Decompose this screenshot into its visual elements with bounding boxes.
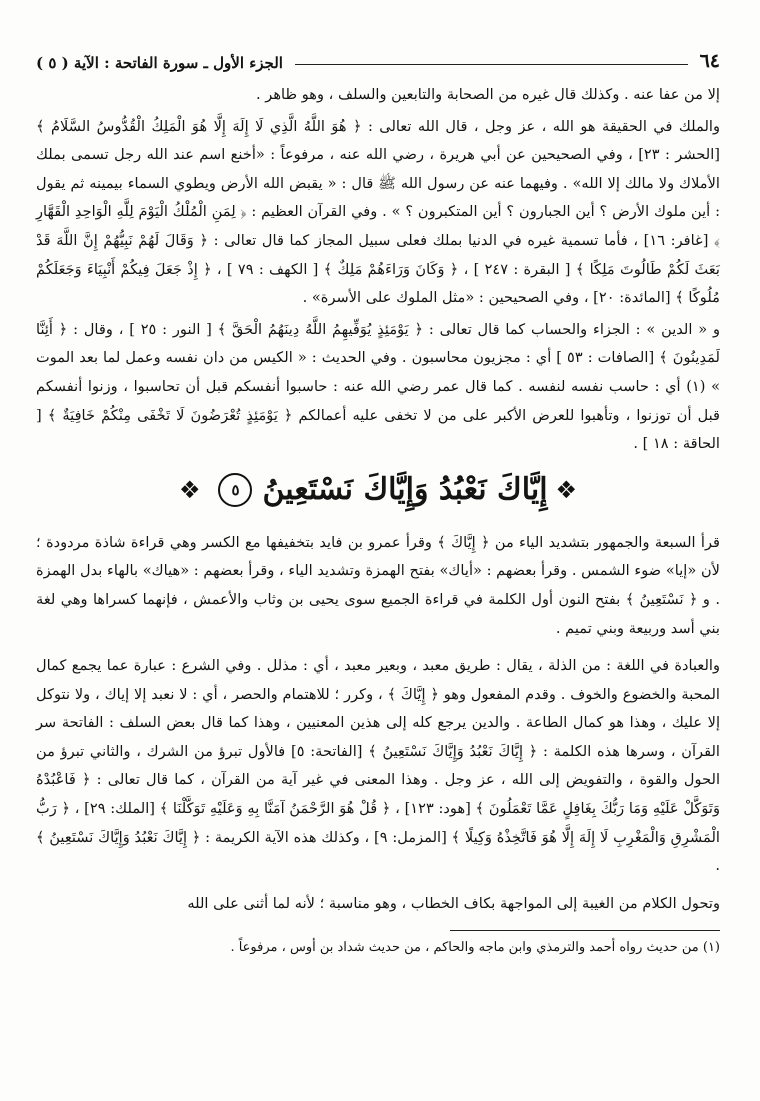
paragraph-5: والعبادة في اللغة : من الذلة ، يقال : طريق معبد ، وبعير معبد ، أي : مذلل . وفي الشرع : عبارة عما يجمع كمال المحبة والخضوع والخوف . وقدم المفعول وهو ﴿ إِيَّاكَ ﴾ ، وكرر ؛ للاهتمام والحصر ، أي : لا نعبد إلا إياك ، ولا نتوكل إلا عليك ، وهذا هو كمال الطاعة . والدين يرجع كله إلى هذين المعنيين ، وهذا كما قال بعض السلف : الفاتحة سر القرآن ، وسرها هذه الكلمة : ﴿ إِيَّاكَ نَعْبُدُ وَإِيَّاكَ نَسْتَعِينُ ﴾ [الفاتحة: ٥] فالأول تبرؤ من الشرك ، والثاني تبرؤ من الحول والقوة ، والتفويض إلى الله ، عز وجل . وهذا المعنى في غير آية من القرآن ، كما قال تعالى : ﴿ فَاعْبُدْهُ وَتَوَكَّلْ عَلَيْهِ وَمَا رَبُّكَ بِغَافِلٍ عَمَّا تَعْمَلُونَ ﴾ [هود: ١٢٣] ، ﴿ قُلْ هُوَ الرَّحْمَنُ آمَنَّا بِهِ وَعَلَيْهِ تَوَكَّلْنَا ﴾ [الملك: ٢٩] ، ﴿ رَبُّ الْمَشْرِقِ وَالْمَغْرِبِ لَا إِلَهَ إِلَّا هُوَ فَاتَّخِذْهُ وَكِيلًا ﴾ [المزمل: ٩] ، وكذلك هذه الآية الكريمة : ﴿ إِيَّاكَ نَعْبُدُ وَإِيَّاكَ نَسْتَعِينُ ﴾ .	[36, 657, 720, 875]
ornament-right-icon: ❖	[555, 475, 578, 504]
paragraph-6: وتحول الكلام من الغيبة إلى المواجهة بكاف الخطاب ، وهو مناسبة ؛ لأنه لما أثنى على الله	[187, 894, 720, 912]
paragraph-3: و « الدين » : الجزاء والحساب كما قال تعالى : ﴿ يَوْمَئِذٍ يُوَفِّيهِمُ اللَّهُ دِينَهُمُ الْحَقَّ ﴾ [ النور : ٢٥ ] ، وقال : ﴿ أَئِنَّا لَمَدِينُونَ ﴾ [الصافات : ٥٣ ] أي : مجزيون محاسبون . وفي الحديث : « الكيس من دان نفسه وعمل لما بعد الموت » (١) أي : حاسب نفسه لنفسه . كما قال عمر رضي الله عنه : حاسبوا أنفسكم قبل أن تحاسبوا ، وزنوا أنفسكم قبل أن توزنوا ، وتأهبوا للعرض الأكبر على من لا تخفى عليه أعمالكم ﴿ يَوْمَئِذٍ تُعْرَضُونَ لَا تَخْفَى مِنْكُمْ خَافِيَةٌ ﴾ [ الحاقة : ١٨ ] .	[36, 320, 721, 453]
running-title: الجزء الأول ـ سورة الفاتحة : الآية ( ٥ )	[36, 54, 283, 72]
footnote-rule	[450, 930, 720, 931]
verse-heading-text: إِيَّاكَ نَعْبُدُ وَإِيَّاكَ نَسْتَعِينُ	[262, 472, 548, 508]
verse-heading	[36, 461, 720, 519]
header-rule	[295, 64, 688, 65]
page-header	[36, 40, 720, 72]
page-number: ٦٤	[699, 50, 720, 72]
verse-number-badge: ٥	[218, 473, 252, 507]
paragraph-1: إلا من عفا عنه . وكذلك قال غيره من الصحابة والتابعين والسلف ، وهو ظاهر .	[256, 86, 720, 103]
footnote: (١) من حديث رواه أحمد والترمذي وابن ماجه والحاكم ، من حديث شداد بن أوس ، مرفوعاً .	[230, 940, 720, 956]
paragraph-2: والملك في الحقيقة هو الله ، عز وجل ، قال الله تعالى : ﴿ هُوَ اللَّهُ الَّذِي لَا إِلَهَ إِلَّا هُوَ الْمَلِكُ الْقُدُّوسُ السَّلَامُ ﴾ [الحشر : ٢٣] ، وفي الصحيحين عن أبي هريرة ، رضي الله عنه ، مرفوعاً : «أخنع اسم عند الله رجل تسمى بملك الأملاك ولا مالك إلا الله» . وفيهما عنه عن رسول الله ﷺ قال : « يقبض الله الأرض ويطوي السماء بيمينه ثم يقول : أين ملوك الأرض ؟ أين الجبارون ؟ أين المتكبرون ؟ » . وفي القرآن العظيم : ﴿ لِمَنِ الْمُلْكُ الْيَوْمَ لِلَّهِ الْوَاحِدِ الْقَهَّارِ ﴾ [غافر: ١٦] ، فأما تسمية غيره في الدنيا بملك فعلى سبيل المجاز كما قال تعالى : ﴿ وَقَالَ لَهُمْ نَبِيُّهُمْ إِنَّ اللَّهَ قَدْ بَعَثَ لَكُمْ طَالُوتَ مَلِكًا ﴾ [ البقرة : ٢٤٧ ] ، ﴿ وَكَانَ وَرَاءَهُمْ مَلِكٌ ﴾ [ الكهف : ٧٩ ] ، ﴿ إِذْ جَعَلَ فِيكُمْ أَنْبِيَاءَ وَجَعَلَكُمْ مُلُوكًا ﴾ [المائدة: ٢٠] ، وفي الصحيحين : «مثل الملوك على الأسرة» .	[36, 117, 720, 307]
paragraph-4: قرأ السبعة والجمهور بتشديد الياء من ﴿ إِيَّاكَ ﴾ وقرأ عمرو بن فايد بتخفيفها مع الكسر وهي قراءة شاذة مردودة ؛ لأن «إيا» ضوء الشمس . وقرأ بعضهم : «أياك» بفتح الهمزة وتشديد الياء ، وقرأ بعضهم : «هياك» بالهاء بدل الهمزة . و ﴿ نَسْتَعِينُ ﴾ بفتح النون أول الكلمة في قراءة الجميع سوى يحيى بن وثاب والأعمش ، فإنهما كسراها وهي لغة بني أسد وربيعة وبني تميم .	[36, 533, 720, 637]
ornament-left-icon: ❖	[178, 475, 201, 504]
